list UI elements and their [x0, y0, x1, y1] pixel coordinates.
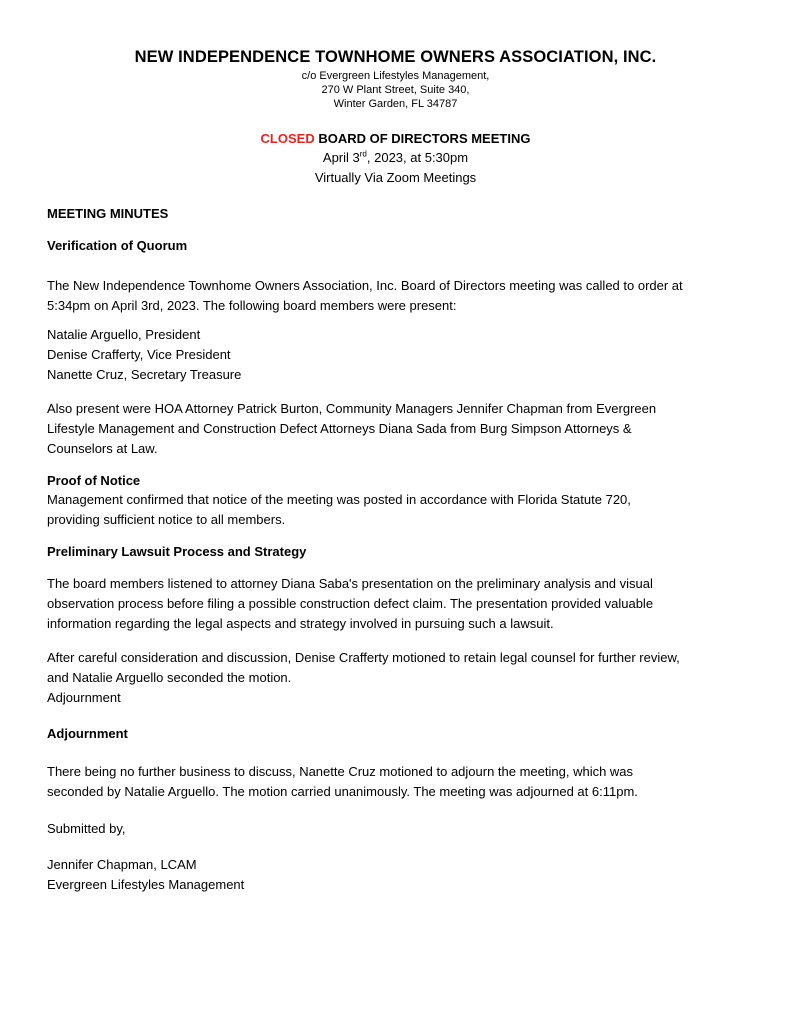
motion-paragraph — [47, 648, 757, 708]
meeting-date-rest: , 2023, at 5:30pm — [366, 150, 469, 165]
quorum-heading: Verification of Quorum — [47, 238, 188, 253]
board-member-president: Natalie Arguello, President — [47, 327, 201, 342]
adjournment-line: seconded by Natalie Arguello. The motion carried unanimously. The meeting was adjourned at 6:11pm. — [47, 784, 638, 799]
minutes-heading: MEETING MINUTES — [47, 206, 169, 221]
quorum-intro-line: 5:34pm on April 3rd, 2023. The following board members were present: — [47, 298, 457, 313]
board-member-vice-president: Denise Crafferty, Vice President — [47, 347, 231, 362]
quorum-intro-line: The New Independence Townhome Owners Association, Inc. Board of Directors meeting was called to order at — [47, 278, 683, 293]
meeting-date-day: April 3 — [322, 150, 360, 165]
also-present-line: Counselors at Law. — [47, 441, 158, 456]
address-line-street: 270 W Plant Street, Suite 340, — [321, 84, 470, 96]
signer-name: Jennifer Chapman, LCAM — [47, 857, 197, 872]
notice-line: providing sufficient notice to all members. — [47, 512, 286, 527]
signer-company: Evergreen Lifestyles Management — [47, 877, 245, 892]
presentation-line: The board members listened to attorney Diana Saba's presentation on the preliminary analysis and visual — [47, 576, 653, 591]
address-line-city: Winter Garden, FL 34787 — [333, 98, 458, 110]
presentation-line: observation process before filing a possible construction defect claim. The presentation provided valuable — [47, 596, 654, 611]
association-name: NEW INDEPENDENCE TOWNHOME OWNERS ASSOCIATION, INC. — [134, 48, 657, 66]
meeting-date — [0, 150, 791, 165]
adjournment-heading: Adjournment — [47, 726, 128, 741]
meeting-title — [0, 131, 791, 146]
meeting-title-text: BOARD OF DIRECTORS MEETING — [318, 131, 531, 146]
meeting-date-ordinal: rd — [359, 149, 367, 159]
also-present-paragraph — [47, 399, 757, 459]
adjournment-line: There being no further business to discuss, Nanette Cruz motioned to adjourn the meeting, which was — [47, 764, 634, 779]
submitted-by: Submitted by, — [47, 821, 126, 836]
proof-of-notice-heading: Proof of Notice — [47, 473, 141, 488]
board-member-secretary: Nanette Cruz, Secretary Treasure — [47, 367, 242, 382]
lawsuit-heading: Preliminary Lawsuit Process and Strategy — [47, 544, 307, 559]
presentation-paragraph — [47, 574, 757, 634]
adjournment-paragraph — [47, 762, 757, 802]
also-present-line: Also present were HOA Attorney Patrick Burton, Community Managers Jennifer Chapman from Evergreen — [47, 401, 657, 416]
motion-line: Adjournment — [47, 690, 121, 705]
address-line-care-of: c/o Evergreen Lifestyles Management, — [301, 70, 490, 82]
quorum-intro-paragraph — [47, 276, 757, 316]
board-members-list — [47, 325, 757, 385]
closed-label: CLOSED — [260, 131, 315, 146]
signature-block — [47, 855, 757, 895]
notice-line: Management confirmed that notice of the meeting was posted in accordance with Florida Statute 720, — [47, 492, 631, 507]
presentation-line: information regarding the legal aspects and strategy involved in pursuing such a lawsuit. — [47, 616, 554, 631]
also-present-line: Lifestyle Management and Construction Defect Attorneys Diana Sada from Burg Simpson Attorneys & — [47, 421, 632, 436]
motion-line: After careful consideration and discussion, Denise Crafferty motioned to retain legal counsel for further review, — [47, 650, 680, 665]
meeting-venue: Virtually Via Zoom Meetings — [314, 170, 477, 185]
proof-of-notice-paragraph — [47, 490, 757, 530]
motion-line: and Natalie Arguello seconded the motion. — [47, 670, 292, 685]
